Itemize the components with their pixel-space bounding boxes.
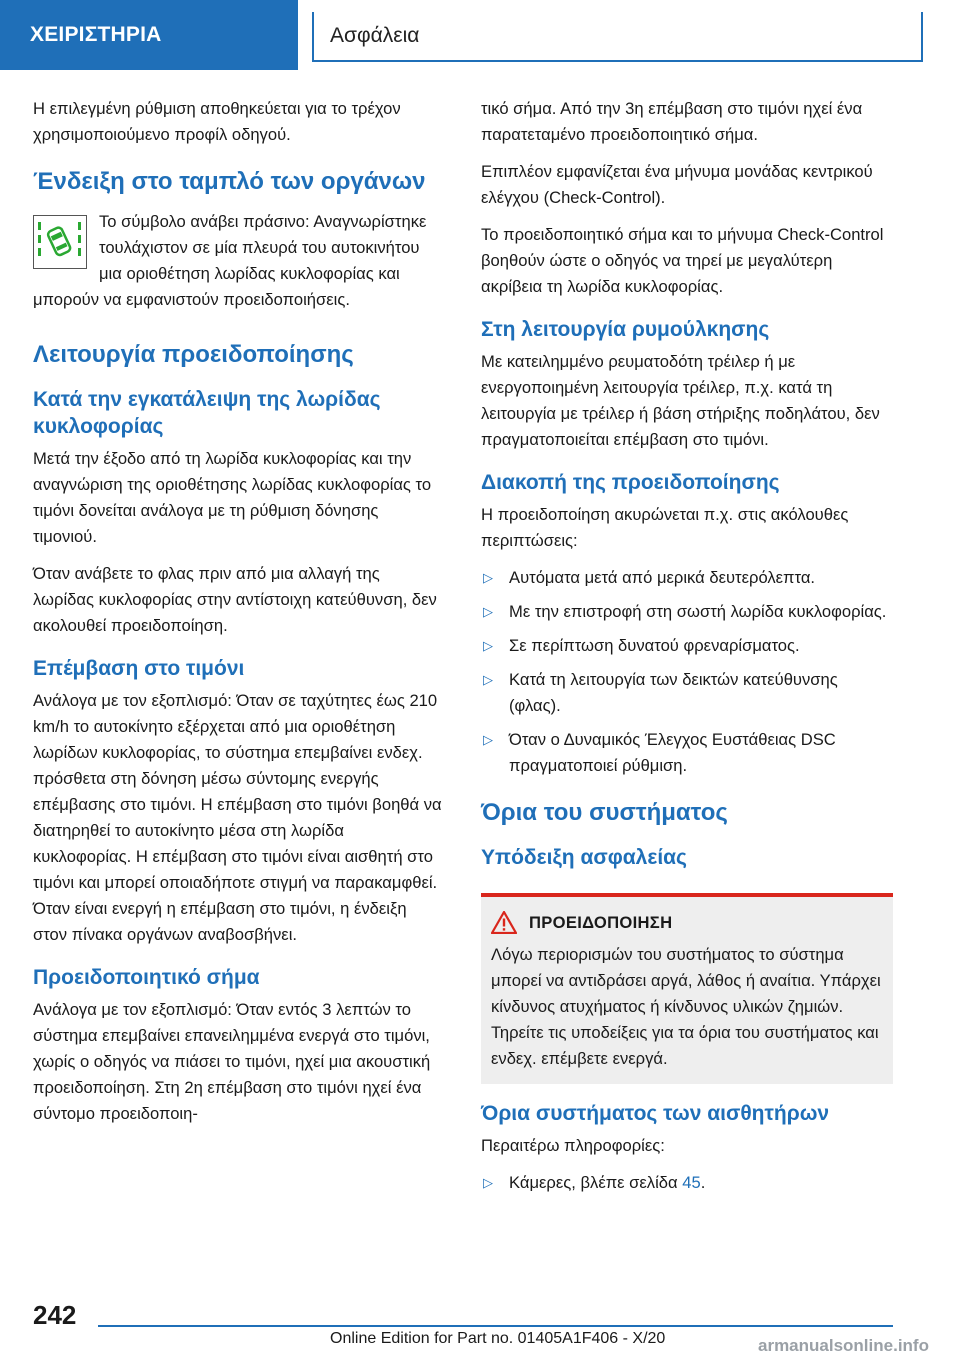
left-column [33,96,445,1138]
warning-triangle-icon [491,911,517,934]
paragraph-interruption: Η προειδοποίηση ακυρώνεται π.χ. στις ακόλουθες περιπτώσεις: [481,505,849,550]
page-header [0,0,960,70]
paragraph-signal-cont: τικό σήμα. Από την 3η επέμβαση στο τιμόνι ηχεί ένα παρατεταμένο προειδοποιητικό σήμα. [481,99,863,144]
paragraph-signal-3: Το προειδοποιητικό σήμα και το μήνυμα Check-Control βοηθούν ώστε ο οδηγός να τηρεί με μεγαλύτερη ακρίβεια τη λωρίδα κυκλοφορίας. [481,225,884,296]
list-item: ▷ Κάμερες, βλέπε σελίδα 45. [481,1170,893,1196]
right-column [481,96,893,1206]
interruption-list [481,565,893,779]
triangle-bullet-icon: ▷ [483,1175,493,1190]
triangle-bullet-icon: ▷ [483,638,493,653]
triangle-bullet-icon: ▷ [483,604,493,619]
heading-display: Ένδειξη στο ταμπλό των οργάνων [33,168,426,195]
paragraph-profile: Η επιλεγμένη ρύθμιση αποθηκεύεται για το τρέχον χρησιμοποιούμενο προφίλ οδηγού. [33,99,401,144]
heading-warning-signal: Προειδοποιητικό σήμα [33,966,260,989]
triangle-bullet-icon: ▷ [483,570,493,585]
footer-divider [98,1325,893,1327]
heading-interruption: Διακοπή της προειδοποίησης [481,471,780,494]
triangle-bullet-icon: ▷ [483,672,493,687]
paragraph-trailer: Με κατειλημμένο ρευματοδότη τρέιλερ ή με ενεργοποιημένη λειτουργία τρέιλερ, π.χ. κατά τη λειτουργία με τρέιλερ ή βάση στήριξης ποδηλάτου, δεν πραγματοποιείται επέμβαση στο τιμόνι. [481,352,880,449]
display-block [33,209,445,313]
page-link[interactable]: 45 [682,1173,701,1192]
paragraph-display: Το σύμβολο ανάβει πράσινο: Αναγνωρίστηκε τουλάχιστον σε μία πλευρά του αυτοκινήτου μια οριοθέτηση λωρίδας κυκλοφορίας και μπορούν να εμφανιστούν προειδοποιήσεις. [33,212,427,309]
list-item: ▷ Σε περίπτωση δυνατού φρεναρίσματος. [481,633,893,659]
heading-leaving-lane: Κατά την εγκατάλειψη της λωρίδας κυκλοφορίας [33,388,381,438]
page-number: 242 [33,1300,77,1330]
paragraph-leaving-1: Μετά την έξοδο από τη λωρίδα κυκλοφορίας και την αναγνώριση της οριοθέτησης λωρίδας κυκλοφορίας το τιμόνι δονείται ανάλογα με τη ρύθμιση δόνησης τιμονιού. [33,449,432,546]
lane-departure-icon [33,215,87,269]
paragraph-signal-2: Επιπλέον εμφανίζεται ένα μήνυμα μονάδας κεντρικού ελέγχου (Check-Control). [481,162,873,207]
footer-edition: Online Edition for Part no. 01405A1F406 - X/20 [330,1330,666,1347]
warning-text: Λόγω περιορισμών του συστήματος το σύστημα μπορεί να αντιδράσει αργά, λάθος ή αναίτια. Υπάρχει κίνδυνος ατυχήματος ή κίνδυνος υλικών ζημιών. Τηρείτε τις υποδείξεις για τα όρια του συστήματος και ενδεχ. επέμβετε ενεργά. [491,945,881,1068]
list-item: ▷ Αυτόματα μετά από μερικά δευτερόλεπτα. [481,565,893,591]
paragraph-leaving-2: Όταν ανάβετε το φλας πριν από μια αλλαγή της λωρίδας κυκλοφορίας στην αντίστοιχη κατεύθυνση, δεν ακολουθεί προειδοποίηση. [33,564,437,635]
warning-box [481,893,893,1084]
paragraph-steering: Ανάλογα με τον εξοπλισμό: Όταν σε ταχύτητες έως 210 km/h το αυτοκίνητο εξέρχεται από μια οριοθέτηση λωρίδων κυκλοφορίας, το σύστημα επεμβαίνει ενδεχ. πρόσθετα στη δόνηση μέσω σύντομης ενεργής επέμβασης στο τιμόνι. Η επέμβαση στο τιμόνι βοηθά να διατηρηθεί το αυτοκίνητο μέσα στη λωρίδα κυκλοφορίας. Η επέμβαση στο τιμόνι είναι αισθητή στο τιμόνι και μπορεί οποιαδήποτε στιγμή να παρακαμφθεί. Όταν είναι ενεργή η επέμβαση στο τιμόνι, η ένδειξη στον πίνακα οργάνων αναβοσβήνει. [33,691,442,944]
chapter-tab[interactable]: ΧΕΙΡΙΣΤΗΡΙΑ [0,0,298,70]
heading-steering-intervention: Επέμβαση στο τιμόνι [33,657,245,680]
section-tab[interactable]: Ασφάλεια [312,12,923,62]
heading-safety-note: Υπόδειξη ασφαλείας [481,846,687,869]
paragraph-more-info: Περαιτέρω πληροφορίες: [481,1136,665,1155]
watermark: armanualsonline.info [758,1336,929,1355]
paragraph-signal: Ανάλογα με τον εξοπλισμό: Όταν εντός 3 λεπτών το σύστημα επεμβαίνει επανειλημμένα ενεργά στο τιμόνι, χωρίς ο οδηγός να πιάσει το τιμόνι, ηχεί μια ακουστική προειδοποίηση. Στη 2η επέμβαση στο τιμόνι ηχεί ένα σύντομο προειδοποιη- [33,1000,431,1123]
list-item: ▷ Όταν ο Δυναμικός Έλεγχος Ευστάθειας DSC πραγματοποιεί ρύθμιση. [481,727,893,779]
heading-system-limits: Όρια του συστήματος [481,799,728,826]
list-item: ▷ Με την επιστροφή στη σωστή λωρίδα κυκλοφορίας. [481,599,893,625]
heading-trailer: Στη λειτουργία ρυμούλκησης [481,318,770,341]
heading-sensor-limits: Όρια συστήματος των αισθητήρων [481,1102,830,1125]
triangle-bullet-icon: ▷ [483,732,493,747]
sensor-list [481,1170,893,1196]
warning-title: ΠΡΟΕΙΔΟΠΟΙΗΣΗ [529,912,673,932]
heading-warning-function: Λειτουργία προειδοποίησης [33,341,354,368]
list-item: ▷ Κατά τη λειτουργία των δεικτών κατεύθυνσης (φλας). [481,667,893,719]
